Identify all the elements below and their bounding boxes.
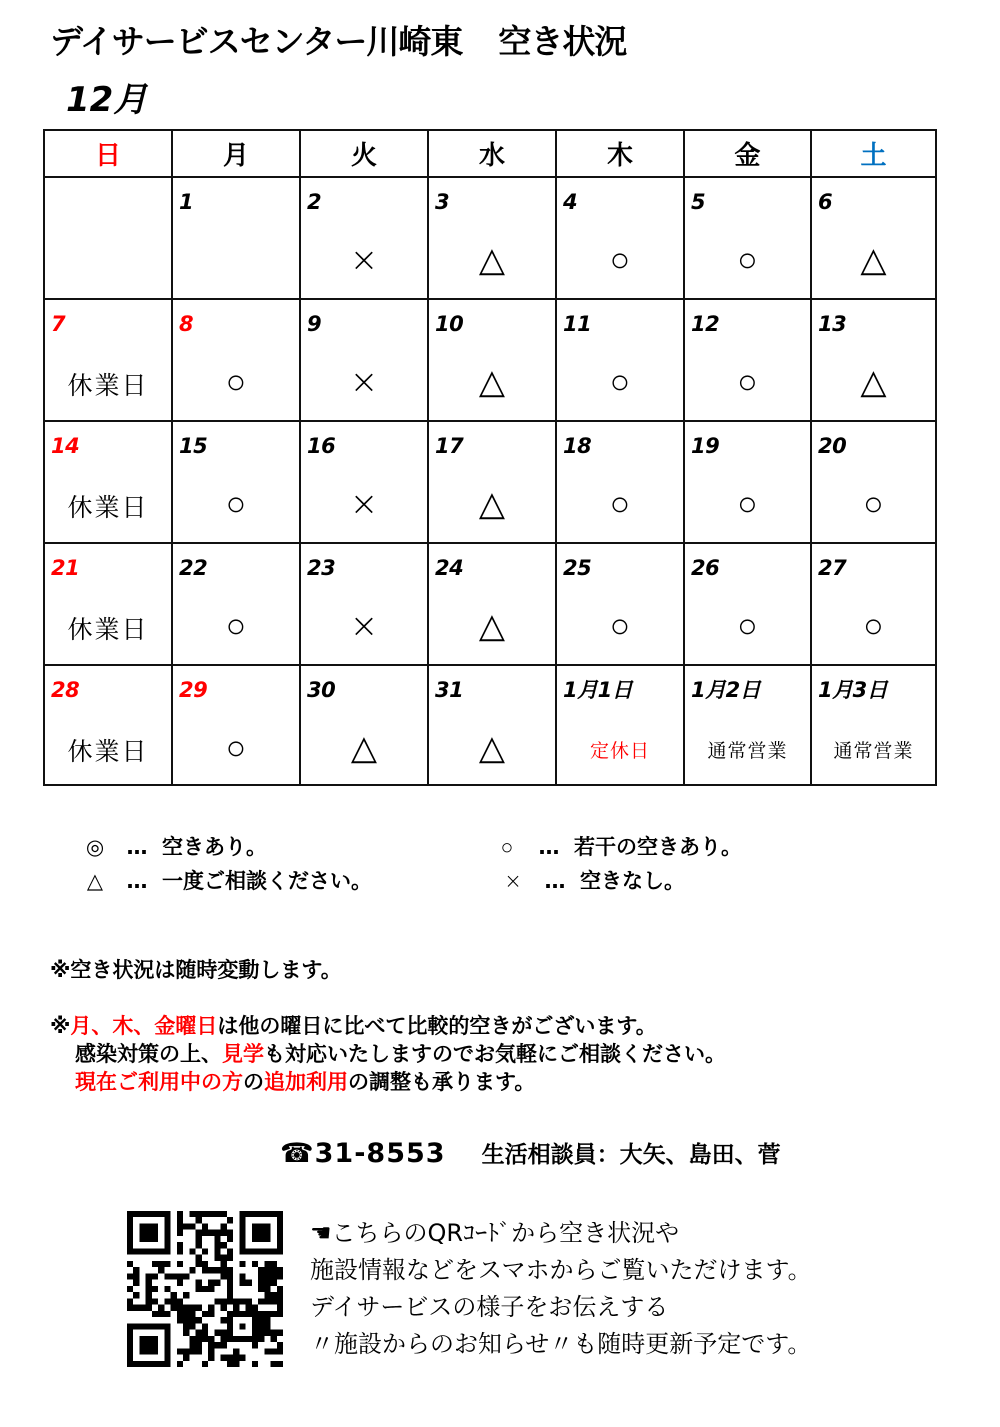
calendar-day-cell <box>45 178 173 300</box>
triangle-icon: △ <box>860 240 887 280</box>
legend-item-consult: △ … 一度ご相談ください。 <box>78 866 372 896</box>
day-number: 5 <box>691 190 706 214</box>
calendar-day-cell <box>173 300 301 422</box>
qr-line: デイサービスの様子をお伝えする <box>310 1293 669 1321</box>
day-number: 31 <box>435 678 464 702</box>
weekday-header: 月 <box>173 131 301 178</box>
note-line <box>50 1068 726 1096</box>
triangle-icon: △ <box>478 728 506 768</box>
calendar-day-cell <box>301 666 429 784</box>
calendar-day-cell <box>812 666 935 784</box>
circle-icon: ○ <box>225 606 247 646</box>
qr-line: 施設情報などをスマホからご覧いただけます。 <box>310 1256 812 1284</box>
day-status-label: 通常営業 <box>707 740 788 762</box>
day-number: 19 <box>691 434 720 458</box>
circle-icon: ○ <box>225 484 247 524</box>
facility-name: デイサービスセンター川崎東 <box>50 22 463 61</box>
calendar-day-cell <box>429 178 557 300</box>
closed-day-label: 休業日 <box>67 615 149 644</box>
day-number: 26 <box>691 556 720 580</box>
circle-icon: ○ <box>225 728 247 768</box>
calendar-day-cell <box>557 178 685 300</box>
calendar-day-cell <box>557 300 685 422</box>
cross-icon: × <box>504 869 522 893</box>
note-text: の <box>243 1070 264 1094</box>
note-variable: ※空き状況は随時変動します。 <box>50 958 342 982</box>
triangle-icon: △ <box>86 869 104 893</box>
triangle-icon: △ <box>350 728 378 768</box>
calendar-day-cell <box>45 422 173 544</box>
note-line <box>50 1040 726 1068</box>
highlight-text: 現在ご利用中の方 <box>75 1070 243 1094</box>
calendar-day-cell <box>557 666 685 784</box>
qr-line: 〃施設からのお知らせ〃も随時更新予定です。 <box>310 1330 812 1358</box>
calendar-day-cell <box>429 544 557 666</box>
day-number: 11 <box>563 312 592 336</box>
phone-number: 31-8553 <box>314 1138 446 1169</box>
day-number: 13 <box>818 312 847 336</box>
month-label: 12月 <box>66 80 148 120</box>
contact-line <box>280 1136 781 1173</box>
legend-item-full: × … 空きなし。 <box>496 866 685 896</box>
circle-icon: ○ <box>225 362 247 402</box>
circle-icon: ○ <box>737 362 758 402</box>
closed-day-label: 休業日 <box>67 371 149 400</box>
qr-description <box>310 1215 812 1363</box>
cross-icon: × <box>349 606 379 646</box>
circle-icon: ○ <box>737 484 758 524</box>
calendar-day-cell <box>557 544 685 666</box>
cross-icon: × <box>349 484 379 524</box>
calendar-day-cell <box>301 178 429 300</box>
day-number: 1月3日 <box>818 678 888 702</box>
calendar-day-cell <box>812 422 935 544</box>
calendar-day-cell <box>173 422 301 544</box>
weekday-header: 土 <box>812 131 935 178</box>
calendar-day-cell <box>429 666 557 784</box>
day-number: 25 <box>563 556 592 580</box>
circle-icon: ○ <box>500 835 514 859</box>
day-status-label: 定休日 <box>589 740 650 762</box>
day-number: 30 <box>307 678 336 702</box>
phone-icon: ☎ <box>280 1138 315 1169</box>
day-number: 22 <box>179 556 208 580</box>
highlight-text: 見学 <box>222 1042 264 1066</box>
calendar-day-cell <box>685 178 812 300</box>
weekday-header: 金 <box>685 131 812 178</box>
day-number: 6 <box>818 190 833 214</box>
triangle-icon: △ <box>478 606 506 646</box>
note-text: は他の曜日に比べて比較的空きがございます。 <box>217 1014 657 1038</box>
calendar-day-cell <box>301 544 429 666</box>
day-number: 2 <box>307 190 322 214</box>
day-number: 3 <box>435 190 450 214</box>
day-number: 7 <box>51 312 66 336</box>
calendar-day-cell <box>301 300 429 422</box>
note-text: も対応いたしますのでお気軽にご相談ください。 <box>264 1042 726 1066</box>
triangle-icon: △ <box>478 240 506 280</box>
day-number: 10 <box>435 312 464 336</box>
page-title <box>50 22 626 62</box>
day-number: 16 <box>307 434 336 458</box>
day-number: 1 <box>179 190 194 214</box>
day-number: 8 <box>179 312 194 336</box>
calendar-day-cell <box>45 666 173 784</box>
note-text: の調整も承ります。 <box>348 1070 536 1094</box>
weekday-header: 木 <box>557 131 685 178</box>
calendar-day-cell <box>557 422 685 544</box>
double-circle-icon: ◎ <box>85 835 105 859</box>
calendar-day-cell <box>685 544 812 666</box>
note-text: 感染対策の上、 <box>75 1042 222 1066</box>
day-number: 29 <box>179 678 208 702</box>
calendar-day-cell <box>429 422 557 544</box>
circle-icon: ○ <box>737 240 758 280</box>
calendar-day-cell <box>45 300 173 422</box>
circle-icon: ○ <box>737 606 758 646</box>
day-number: 9 <box>307 312 322 336</box>
availability-heading: 空き状況 <box>498 22 627 61</box>
day-number: 12 <box>691 312 720 336</box>
circle-icon: ○ <box>863 606 884 646</box>
day-number: 23 <box>307 556 336 580</box>
day-number: 27 <box>818 556 847 580</box>
note-recommendation <box>50 1012 726 1096</box>
calendar-day-cell <box>173 544 301 666</box>
circle-icon: ○ <box>609 362 631 402</box>
note-line <box>70 1014 656 1038</box>
calendar-day-cell <box>301 422 429 544</box>
calendar-day-cell <box>173 178 301 300</box>
day-number: 28 <box>51 678 80 702</box>
calendar-day-cell <box>45 544 173 666</box>
calendar-day-cell <box>812 544 935 666</box>
triangle-icon: △ <box>478 484 506 524</box>
availability-calendar <box>43 129 937 786</box>
day-number: 14 <box>51 434 80 458</box>
circle-icon: ○ <box>863 484 884 524</box>
circle-icon: ○ <box>609 606 631 646</box>
weekday-header: 水 <box>429 131 557 178</box>
day-number: 20 <box>818 434 847 458</box>
staff-names: 生活相談員：大矢、島田、菅 <box>481 1142 781 1168</box>
calendar-day-cell <box>812 178 935 300</box>
day-number: 1月2日 <box>691 678 761 702</box>
day-number: 18 <box>563 434 592 458</box>
calendar-day-cell <box>173 666 301 784</box>
cross-icon: × <box>349 362 379 402</box>
legend-item-available: ◎ … 空きあり。 <box>78 832 267 862</box>
calendar-day-cell <box>429 300 557 422</box>
cross-icon: × <box>349 240 379 280</box>
day-number: 21 <box>51 556 80 580</box>
calendar-day-cell <box>685 300 812 422</box>
highlight-text: 月、木、金曜日 <box>70 1014 218 1038</box>
triangle-icon: △ <box>860 362 887 402</box>
legend-item-few: ○ … 若干の空きあり。 <box>490 832 742 862</box>
calendar-day-cell <box>685 666 812 784</box>
triangle-icon: △ <box>478 362 506 402</box>
circle-icon: ○ <box>609 240 631 280</box>
circle-icon: ○ <box>609 484 631 524</box>
closed-day-label: 休業日 <box>67 737 149 766</box>
qr-code-icon[interactable] <box>127 1211 283 1367</box>
day-number: 15 <box>179 434 208 458</box>
day-number: 24 <box>435 556 464 580</box>
qr-line: ☚こちらのQRｺｰﾄﾞから空き状況や <box>310 1219 680 1247</box>
calendar-day-cell <box>812 300 935 422</box>
day-number: 4 <box>563 190 578 214</box>
weekday-header: 火 <box>301 131 429 178</box>
note-mark: ※ <box>50 1014 71 1038</box>
day-number: 17 <box>435 434 464 458</box>
weekday-header: 日 <box>45 131 173 178</box>
highlight-text: 追加利用 <box>264 1070 348 1094</box>
calendar-day-cell <box>685 422 812 544</box>
day-status-label: 通常営業 <box>833 740 914 762</box>
closed-day-label: 休業日 <box>67 493 149 522</box>
day-number: 1月1日 <box>563 678 633 702</box>
